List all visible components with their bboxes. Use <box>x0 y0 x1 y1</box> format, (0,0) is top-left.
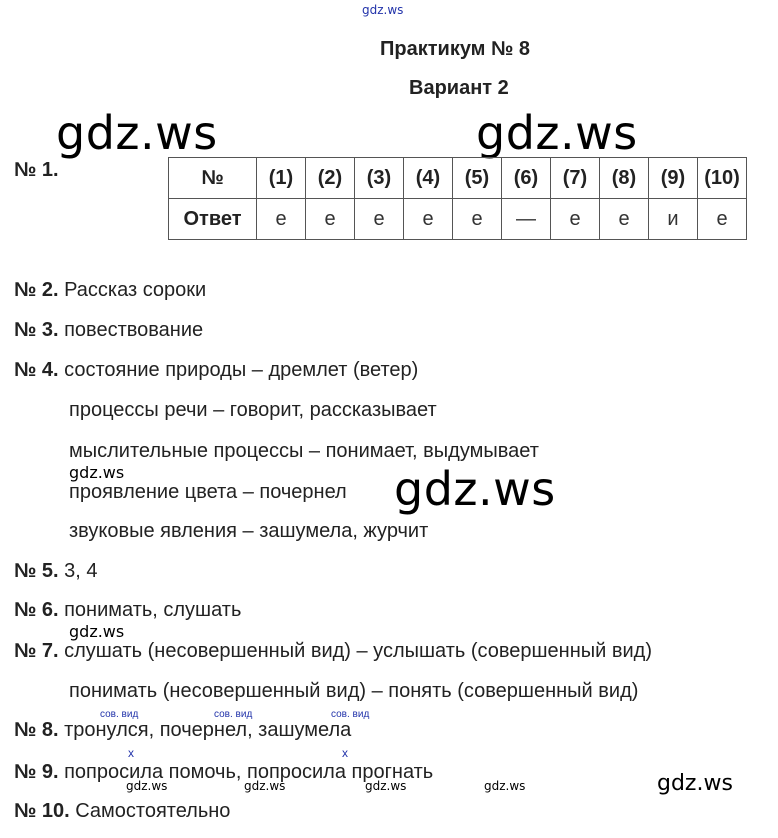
task2-label: № 2. <box>14 279 59 301</box>
answer-cell: — <box>502 199 551 240</box>
answer-cell: е <box>453 199 502 240</box>
task3-text: повествование <box>64 319 204 341</box>
task6-text: понимать, слушать <box>64 599 242 621</box>
column-label: (7) <box>551 158 600 199</box>
task4-line: мыслительные процессы – понимает, выдумывает <box>69 440 539 462</box>
answer-cell: е <box>404 199 453 240</box>
task8-label: № 8. <box>14 719 59 741</box>
task5 <box>14 560 97 583</box>
answer-cell: е <box>306 199 355 240</box>
watermark-top: gdz.ws <box>362 3 404 17</box>
table-row-numbers <box>169 158 747 199</box>
watermark-big-left: gdz.ws <box>56 106 218 160</box>
task10-label: № 10. <box>14 800 70 822</box>
task5-label: № 5. <box>14 560 59 582</box>
task7 <box>14 640 652 663</box>
task4-line: звуковые явления – зашумела, журчит <box>69 520 429 542</box>
task4 <box>14 359 418 382</box>
task2 <box>14 279 206 302</box>
annotation-sov-vid: сов. вид <box>331 709 370 720</box>
watermark-bottom-4: gdz.ws <box>484 779 526 793</box>
answer-cell: и <box>649 199 698 240</box>
page-title: Практикум № 8 <box>380 38 531 60</box>
watermark-bottom-right: gdz.ws <box>657 771 733 796</box>
task3-label: № 3. <box>14 319 59 341</box>
answer-cell: е <box>355 199 404 240</box>
annotation-sov-vid: сов. вид <box>100 709 139 720</box>
task5-text: 3, 4 <box>64 560 98 582</box>
x-mark: x <box>128 746 134 760</box>
task6-label: № 6. <box>14 599 59 621</box>
watermark-big-right: gdz.ws <box>476 106 638 160</box>
task8-text: тронулся, почернел, зашумела <box>64 719 352 741</box>
column-label: (1) <box>257 158 306 199</box>
column-label: (6) <box>502 158 551 199</box>
watermark-bottom-2: gdz.ws <box>244 779 286 793</box>
table-head-number: № <box>169 158 257 199</box>
task7-line: понимать (несовершенный вид) – понять (совершенный вид) <box>69 680 639 702</box>
column-label: (10) <box>698 158 747 199</box>
task7-line: слушать (несовершенный вид) – услышать (совершенный вид) <box>64 640 653 662</box>
table-row-answers <box>169 199 747 240</box>
watermark-mid-big: gdz.ws <box>394 462 556 516</box>
task8 <box>14 719 351 742</box>
task4-line: процессы речи – говорит, рассказывает <box>69 399 437 421</box>
variant-title: Вариант 2 <box>409 77 509 99</box>
task2-text: Рассказ сороки <box>64 279 207 301</box>
column-label: (9) <box>649 158 698 199</box>
watermark-bottom-1: gdz.ws <box>126 779 168 793</box>
column-label: (5) <box>453 158 502 199</box>
task6 <box>14 599 241 622</box>
answer-cell: е <box>698 199 747 240</box>
task3 <box>14 319 203 342</box>
answers-table <box>168 157 747 240</box>
watermark-bottom-3: gdz.ws <box>365 779 407 793</box>
column-label: (4) <box>404 158 453 199</box>
task4-label: № 4. <box>14 359 59 381</box>
task4-line: проявление цвета – почернел <box>69 481 347 503</box>
answer-cell: е <box>551 199 600 240</box>
table-head-answer: Ответ <box>169 199 257 240</box>
task10 <box>14 800 230 823</box>
task9-label: № 9. <box>14 761 59 783</box>
watermark-small-1: gdz.ws <box>69 463 125 482</box>
column-label: (2) <box>306 158 355 199</box>
answer-cell: е <box>257 199 306 240</box>
task10-text: Самостоятельно <box>75 800 231 822</box>
annotation-sov-vid: сов. вид <box>214 709 253 720</box>
column-label: (3) <box>355 158 404 199</box>
x-mark: x <box>342 746 348 760</box>
task1-label: № 1. <box>14 159 59 181</box>
column-label: (8) <box>600 158 649 199</box>
task4-line: состояние природы – дремлет (ветер) <box>64 359 419 381</box>
answer-cell: е <box>600 199 649 240</box>
watermark-small-2: gdz.ws <box>69 622 125 641</box>
task9-text: попросила помочь, попросила прогнать <box>64 761 434 783</box>
task7-label: № 7. <box>14 640 59 662</box>
